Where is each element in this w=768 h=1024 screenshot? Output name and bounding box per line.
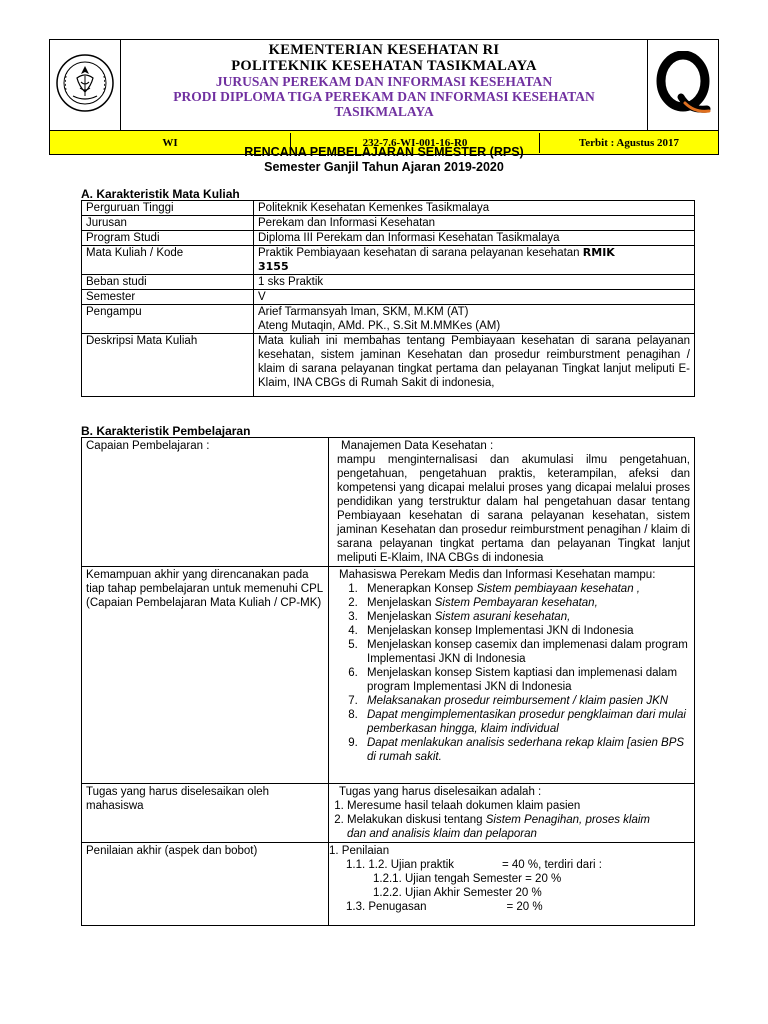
poltekkes-emblem-icon bbox=[55, 52, 115, 114]
row-value: Perekam dan Informasi Kesehatan bbox=[254, 216, 695, 231]
list-item: 4. Menjelaskan konsep Implementasi JKN di Indonesia bbox=[361, 624, 690, 638]
table-row bbox=[82, 784, 695, 843]
row-key: Mata Kuliah / Kode bbox=[82, 246, 254, 275]
course-characteristics-table bbox=[81, 200, 695, 397]
row-key: Jurusan bbox=[82, 216, 254, 231]
course-name: Praktik Pembiayaan kesehatan di sarana pelayanan kesehatan bbox=[258, 247, 580, 259]
table-row bbox=[82, 201, 695, 216]
doc-code: 232-7.6-WI-001-16-R0 bbox=[291, 133, 540, 153]
list-item: 1. Meresume hasil telaah dokumen klaim pasien bbox=[347, 799, 690, 813]
list-item: 5. Menjelaskan konsep casemix dan implemenasi dalam program Implementasi JKN di Indonesia bbox=[361, 638, 690, 666]
cp-title: Manajemen Data Kesehatan : bbox=[341, 440, 494, 452]
course-code: RMIK 3155 bbox=[258, 246, 615, 273]
quality-logo-cell bbox=[648, 40, 719, 131]
row-key: Semester bbox=[82, 290, 254, 305]
assessment-line: 1.3. Penugasan = 20 % bbox=[346, 901, 543, 913]
table-row bbox=[82, 305, 695, 334]
assessment-line: 1. Penilaian bbox=[329, 845, 390, 857]
table-row bbox=[82, 290, 695, 305]
table-row bbox=[82, 216, 695, 231]
semester-title: Semester Ganjil Tahun Ajaran 2019-2020 bbox=[264, 160, 504, 174]
row-key: Deskripsi Mata Kuliah bbox=[82, 334, 254, 397]
learning-characteristics-table bbox=[81, 437, 695, 926]
lecturer-1: Arief Tarmansyah Iman, SKM, M.KM (AT) bbox=[258, 306, 469, 318]
table-row bbox=[82, 567, 695, 784]
polytechnic-title: POLITEKNIK KESEHATAN TASIKMALAYA bbox=[231, 58, 537, 74]
assessment-line: 1.2.2. Ujian Akhir Semester 20 % bbox=[373, 887, 542, 899]
list-item: 9. Dapat menlakukan analisis sederhana rekap klaim [asien BPS di rumah sakit. bbox=[361, 736, 690, 764]
program-title: PRODI DIPLOMA TIGA PEREKAM DAN INFORMASI KESEHATAN TASIKMALAYA bbox=[173, 89, 595, 119]
row-key: Tugas yang harus diselesaikan oleh mahasiswa bbox=[82, 784, 329, 843]
tasks-list bbox=[333, 799, 690, 841]
section-a-heading: A. Karakteristik Mata Kuliah bbox=[81, 187, 240, 201]
section-b-heading: B. Karakteristik Pembelajaran bbox=[81, 424, 251, 438]
row-key: Program Studi bbox=[82, 231, 254, 246]
list-item: 7. Melaksanakan prosedur reimbursement / klaim pasien JKN bbox=[361, 694, 690, 708]
list-item: 3. Menjelaskan Sistem asurani kesehatan, bbox=[361, 610, 690, 624]
table-row bbox=[82, 246, 695, 275]
terbit-date: Terbit : Agustus 2017 bbox=[540, 133, 719, 153]
row-key: Kemampuan akhir yang direncanakan pada tiap tahap pembelajaran untuk memenuhi CPL (Capaian Pembelajaran Mata Kuliah / CP-MK) bbox=[82, 567, 329, 784]
q-quality-logo-icon bbox=[655, 51, 711, 115]
ministry-title: KEMENTERIAN KESEHATAN RI bbox=[268, 42, 500, 58]
list-item: 1. Menerapkan Konsep Sistem pembiayaan kesehatan , bbox=[361, 582, 690, 596]
cp-text: mampu menginternalisasi dan akumulasi ilmu pengetahuan, pengetahuan, pengetahuan praktis, keterampilan, afeksi dan kompetensi yang dicapai melalui proses yang dicapai melalui proses pendidikan yang terstruktur dalam hal pengetahuan dasar tentang Pembiayaan kesehatan di sarana pelayanan kesehatan, sistem jaminan Kesehatan dan prosedur reimburstment penagihan / klaim di sarana pelayanan tingkat pertama dan pelayanan Tingkat lanjut meliputi E-Klaim, INA CBGs di indonesia bbox=[337, 454, 690, 564]
tasks-intro: Tugas yang harus diselesaikan adalah : bbox=[339, 786, 542, 798]
lecturer-2: Ateng Mutaqin, AMd. PK., S.Sit M.MMKes (AM) bbox=[258, 320, 501, 332]
row-value: Politeknik Kesehatan Kemenkes Tasikmalaya bbox=[254, 201, 695, 216]
header-titles bbox=[121, 40, 648, 131]
list-item: 2. Melakukan diskusi tentang Sistem Penagihan, proses klaim dan and analisis klaim dan pelaporan bbox=[347, 813, 690, 841]
row-key: Capaian Pembelajaran : bbox=[82, 438, 329, 567]
row-key: Perguruan Tinggi bbox=[82, 201, 254, 216]
table-row bbox=[82, 334, 695, 397]
wi-cell: WI bbox=[50, 133, 291, 153]
list-item: 6. Menjelaskan konsep Sistem kaptiasi dan implemenasi dalam program Implementasi JKN di Indonesia bbox=[361, 666, 690, 694]
row-value: V bbox=[254, 290, 695, 305]
table-row bbox=[82, 275, 695, 290]
course-description: Mata kuliah ini membahas tentang Pembiayaan kesehatan di sarana pelayanan kesehatan, sistem jaminan Kesehatan dan prosedur reimburstment penagihan / klaim di sarana pelayanan tingkat pertama dan pelayanan Tingkat lanjut meliputi E-Klaim, INA CBGs di Rumah Sakit di indonesia, bbox=[254, 334, 695, 397]
table-row bbox=[82, 231, 695, 246]
row-key: Pengampu bbox=[82, 305, 254, 334]
row-key: Beban studi bbox=[82, 275, 254, 290]
table-row bbox=[82, 438, 695, 567]
rps-title: RENCANA PEMBELAJARAN SEMESTER (RPS) bbox=[244, 145, 524, 159]
row-value: 1 sks Praktik bbox=[254, 275, 695, 290]
row-value: Diploma III Perekam dan Informasi Kesehatan Tasikmalaya bbox=[254, 231, 695, 246]
abilities-intro: Mahasiswa Perekam Medis dan Informasi Kesehatan mampu: bbox=[339, 569, 656, 581]
table-row bbox=[82, 843, 695, 926]
list-item: 8. Dapat mengimplementasikan prosedur pengklaiman dari mulai pemberkasan hingga, klaim individual bbox=[361, 708, 690, 736]
document-header bbox=[49, 39, 719, 155]
assessment-line: 1.2.1. Ujian tengah Semester = 20 % bbox=[373, 873, 562, 885]
row-key: Penilaian akhir (aspek dan bobot) bbox=[82, 843, 329, 926]
abilities-list bbox=[333, 582, 690, 764]
assessment-line: 1.1. 1.2. Ujian praktik = 40 %, terdiri dari : bbox=[346, 859, 602, 871]
poltekkes-logo-cell bbox=[50, 40, 121, 131]
list-item: 2. Menjelaskan Sistem Pembayaran kesehatan, bbox=[361, 596, 690, 610]
department-title: JURUSAN PEREKAM DAN INFORMASI KESEHATAN bbox=[215, 74, 553, 89]
